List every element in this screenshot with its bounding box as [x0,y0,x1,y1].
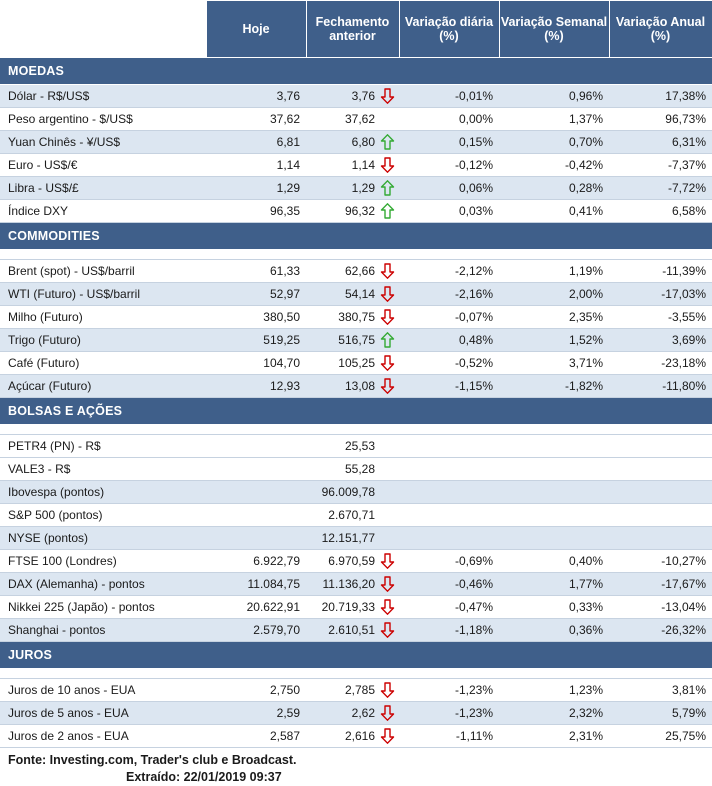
row-fechamento-value: 96,32 [344,204,375,218]
row-variacao-anual: -13,04% [609,596,712,619]
row-hoje: 96,35 [206,200,306,223]
row-variacao-semanal [499,504,609,527]
row-variacao-semanal: 3,71% [499,352,609,375]
row-variacao-diaria: -0,52% [399,352,499,375]
footer [0,748,712,786]
table-row[interactable] [0,200,712,223]
row-variacao-anual: 17,38% [609,85,712,108]
row-variacao-anual: 6,31% [609,131,712,154]
row-variacao-anual: -10,27% [609,550,712,573]
row-fechamento-value: 20.719,33 [321,600,375,614]
row-variacao-semanal: 1,37% [499,108,609,131]
row-variacao-semanal: 0,96% [499,85,609,108]
row-variacao-anual [609,481,712,504]
row-variacao-diaria: -0,07% [399,306,499,329]
table-row[interactable] [0,283,712,306]
row-label: VALE3 - R$ [0,458,206,481]
row-fechamento-value: 6,80 [351,135,375,149]
row-hoje [206,481,306,504]
section-header-row [0,223,712,250]
row-fechamento-anterior [306,108,399,131]
row-variacao-semanal: 2,35% [499,306,609,329]
row-fechamento-value: 55,28 [344,462,375,476]
spacer-row [0,425,712,435]
row-variacao-anual: 3,69% [609,329,712,352]
row-fechamento-anterior [306,481,399,504]
row-variacao-diaria [399,481,499,504]
row-label: Trigo (Futuro) [0,329,206,352]
row-fechamento-value: 54,14 [344,287,375,301]
row-fechamento-value: 3,76 [351,89,375,103]
row-hoje: 12,93 [206,375,306,398]
row-variacao-semanal: 0,33% [499,596,609,619]
row-variacao-diaria: -0,46% [399,573,499,596]
row-fechamento-value: 25,53 [344,439,375,453]
row-label: Shanghai - pontos [0,619,206,642]
section-header-row [0,398,712,425]
table-row[interactable] [0,573,712,596]
table-row[interactable] [0,329,712,352]
row-variacao-semanal: -0,42% [499,154,609,177]
row-variacao-semanal: 0,36% [499,619,609,642]
row-variacao-anual: 3,81% [609,679,712,702]
row-fechamento-anterior [306,306,399,329]
row-fechamento-anterior [306,725,399,748]
row-label: FTSE 100 (Londres) [0,550,206,573]
row-label: Dólar - R$/US$ [0,85,206,108]
arrow-up-icon [380,134,395,150]
row-hoje: 2,750 [206,679,306,702]
arrow-up-icon [380,332,395,348]
row-fechamento-value: 1,14 [351,158,375,172]
row-label: WTI (Futuro) - US$/barril [0,283,206,306]
arrow-down-icon [380,705,395,721]
row-fechamento-value: 96.009,78 [321,485,375,499]
table-row[interactable] [0,481,712,504]
arrow-down-icon [380,728,395,744]
row-variacao-semanal: 1,23% [499,679,609,702]
table-row[interactable] [0,375,712,398]
row-variacao-semanal: 2,32% [499,702,609,725]
row-fechamento-value: 37,62 [344,112,375,126]
row-fechamento-value: 2,62 [351,706,375,720]
row-variacao-semanal: 2,00% [499,283,609,306]
header-hoje: Hoje [206,1,306,58]
arrow-up-icon [380,203,395,219]
row-label: Euro - US$/€ [0,154,206,177]
row-fechamento-value: 380,75 [338,310,375,324]
header-variacao-semanal: Variação Semanal (%) [499,1,609,58]
footer-extracted: Extraído: 22/01/2019 09:37 [126,770,282,784]
row-variacao-semanal: 0,41% [499,200,609,223]
row-label: PETR4 (PN) - R$ [0,435,206,458]
section-title: MOEDAS [0,58,712,85]
row-variacao-diaria: -1,23% [399,702,499,725]
row-hoje: 380,50 [206,306,306,329]
table-body [0,58,712,748]
row-variacao-diaria: -2,16% [399,283,499,306]
row-fechamento-anterior [306,283,399,306]
row-fechamento-anterior [306,131,399,154]
row-fechamento-anterior [306,573,399,596]
arrow-down-icon [380,378,395,394]
arrow-down-icon [380,553,395,569]
table-row[interactable] [0,306,712,329]
row-variacao-semanal [499,458,609,481]
row-fechamento-anterior [306,679,399,702]
row-hoje: 3,76 [206,85,306,108]
row-variacao-anual: -11,39% [609,260,712,283]
row-variacao-anual: -26,32% [609,619,712,642]
row-variacao-diaria: -0,47% [399,596,499,619]
row-fechamento-anterior [306,375,399,398]
row-variacao-diaria: -2,12% [399,260,499,283]
section-title: BOLSAS E AÇÕES [0,398,712,425]
row-label: Ibovespa (pontos) [0,481,206,504]
header-blank [0,1,206,58]
table-row[interactable] [0,85,712,108]
row-fechamento-anterior [306,458,399,481]
row-variacao-semanal [499,527,609,550]
arrow-down-icon [380,286,395,302]
row-variacao-diaria: -0,69% [399,550,499,573]
row-label: DAX (Alemanha) - pontos [0,573,206,596]
table-row[interactable] [0,725,712,748]
section-header-row [0,642,712,669]
row-variacao-anual: 6,58% [609,200,712,223]
spacer-row [0,669,712,679]
row-fechamento-anterior [306,177,399,200]
row-label: Juros de 2 anos - EUA [0,725,206,748]
row-hoje [206,458,306,481]
row-variacao-diaria: 0,06% [399,177,499,200]
table-row[interactable] [0,177,712,200]
row-fechamento-value: 105,25 [338,356,375,370]
row-variacao-anual: -7,37% [609,154,712,177]
row-label: Juros de 10 anos - EUA [0,679,206,702]
row-hoje: 1,29 [206,177,306,200]
row-fechamento-value: 516,75 [338,333,375,347]
row-label: Nikkei 225 (Japão) - pontos [0,596,206,619]
arrow-down-icon [380,599,395,615]
row-fechamento-anterior [306,596,399,619]
row-fechamento-value: 2.610,51 [328,623,375,637]
row-hoje: 20.622,91 [206,596,306,619]
row-variacao-semanal: 0,70% [499,131,609,154]
row-hoje: 6.922,79 [206,550,306,573]
row-variacao-diaria: 0,00% [399,108,499,131]
row-hoje: 37,62 [206,108,306,131]
table-row[interactable] [0,352,712,375]
row-variacao-semanal: 1,19% [499,260,609,283]
row-fechamento-value: 2.670,71 [328,508,375,522]
arrow-down-icon [380,622,395,638]
row-hoje [206,527,306,550]
row-variacao-anual [609,504,712,527]
row-fechamento-anterior [306,329,399,352]
row-variacao-diaria: -0,01% [399,85,499,108]
row-label: NYSE (pontos) [0,527,206,550]
header-variacao-diaria: Variação diária (%) [399,1,499,58]
spacer-row [0,250,712,260]
row-fechamento-anterior [306,85,399,108]
row-variacao-semanal: 0,28% [499,177,609,200]
row-variacao-semanal: -1,82% [499,375,609,398]
row-hoje: 2.579,70 [206,619,306,642]
row-variacao-anual: 25,75% [609,725,712,748]
table-row[interactable] [0,702,712,725]
row-hoje: 2,59 [206,702,306,725]
row-variacao-anual: 96,73% [609,108,712,131]
row-label: Índice DXY [0,200,206,223]
row-hoje [206,504,306,527]
row-variacao-anual [609,435,712,458]
row-label: Milho (Futuro) [0,306,206,329]
footer-source: Fonte: Investing.com, Trader's club e Broadcast. [8,753,297,767]
row-fechamento-anterior [306,154,399,177]
table-header [0,1,712,58]
row-variacao-anual: -7,72% [609,177,712,200]
section-header-row [0,58,712,85]
row-fechamento-value: 13,08 [344,379,375,393]
header-variacao-anual: Variação Anual (%) [609,1,712,58]
table-row[interactable] [0,596,712,619]
row-fechamento-anterior [306,702,399,725]
row-fechamento-anterior [306,260,399,283]
table-row[interactable] [0,435,712,458]
table-row[interactable] [0,527,712,550]
row-variacao-anual: 5,79% [609,702,712,725]
row-variacao-semanal [499,481,609,504]
row-label: Café (Futuro) [0,352,206,375]
row-variacao-semanal: 1,52% [499,329,609,352]
table-row[interactable] [0,504,712,527]
row-fechamento-anterior [306,435,399,458]
arrow-down-icon [380,355,395,371]
header-fechamento-anterior: Fechamento anterior [306,1,399,58]
row-variacao-semanal: 0,40% [499,550,609,573]
row-variacao-diaria: -1,23% [399,679,499,702]
row-variacao-semanal [499,435,609,458]
arrow-up-icon [380,180,395,196]
arrow-down-icon [380,263,395,279]
row-variacao-anual [609,527,712,550]
row-fechamento-anterior [306,550,399,573]
row-label: Açúcar (Futuro) [0,375,206,398]
row-fechamento-value: 1,29 [351,181,375,195]
row-variacao-anual: -23,18% [609,352,712,375]
row-hoje: 1,14 [206,154,306,177]
row-hoje [206,435,306,458]
table-row[interactable] [0,679,712,702]
row-fechamento-value: 11.136,20 [322,577,375,591]
arrow-down-icon [380,682,395,698]
row-fechamento-value: 2,616 [344,729,375,743]
table-row[interactable] [0,260,712,283]
section-title: COMMODITIES [0,223,712,250]
row-hoje: 52,97 [206,283,306,306]
row-fechamento-anterior [306,352,399,375]
row-variacao-diaria: -0,12% [399,154,499,177]
row-variacao-diaria [399,504,499,527]
row-label: Peso argentino - $/US$ [0,108,206,131]
table-row[interactable] [0,550,712,573]
row-fechamento-value: 62,66 [344,264,375,278]
row-variacao-semanal: 1,77% [499,573,609,596]
row-fechamento-anterior [306,504,399,527]
row-variacao-diaria: -1,18% [399,619,499,642]
row-variacao-diaria: -1,15% [399,375,499,398]
row-variacao-anual: -17,03% [609,283,712,306]
row-variacao-diaria: 0,03% [399,200,499,223]
row-variacao-anual: -3,55% [609,306,712,329]
row-variacao-diaria: -1,11% [399,725,499,748]
arrow-down-icon [380,157,395,173]
row-fechamento-anterior [306,619,399,642]
table-row[interactable] [0,131,712,154]
row-variacao-diaria [399,435,499,458]
row-label: Yuan Chinês - ¥/US$ [0,131,206,154]
row-fechamento-value: 2,785 [344,683,375,697]
row-label: Brent (spot) - US$/barril [0,260,206,283]
row-fechamento-anterior [306,200,399,223]
table-row[interactable] [0,154,712,177]
row-variacao-diaria: 0,48% [399,329,499,352]
row-variacao-diaria: 0,15% [399,131,499,154]
row-variacao-diaria [399,458,499,481]
row-variacao-anual: -17,67% [609,573,712,596]
row-variacao-anual [609,458,712,481]
row-hoje: 6,81 [206,131,306,154]
row-label: Juros de 5 anos - EUA [0,702,206,725]
table-row[interactable] [0,458,712,481]
table-row[interactable] [0,108,712,131]
row-variacao-semanal: 2,31% [499,725,609,748]
row-hoje: 104,70 [206,352,306,375]
row-hoje: 61,33 [206,260,306,283]
arrow-down-icon [380,309,395,325]
row-label: S&P 500 (pontos) [0,504,206,527]
row-hoje: 11.084,75 [206,573,306,596]
section-title: JUROS [0,642,712,669]
row-hoje: 519,25 [206,329,306,352]
arrow-down-icon [380,88,395,104]
row-variacao-anual: -11,80% [609,375,712,398]
arrow-down-icon [380,576,395,592]
row-fechamento-value: 12.151,77 [321,531,375,545]
row-hoje: 2,587 [206,725,306,748]
table-row[interactable] [0,619,712,642]
row-fechamento-value: 6.970,59 [328,554,375,568]
row-fechamento-anterior [306,527,399,550]
row-variacao-diaria [399,527,499,550]
row-label: Libra - US$/£ [0,177,206,200]
